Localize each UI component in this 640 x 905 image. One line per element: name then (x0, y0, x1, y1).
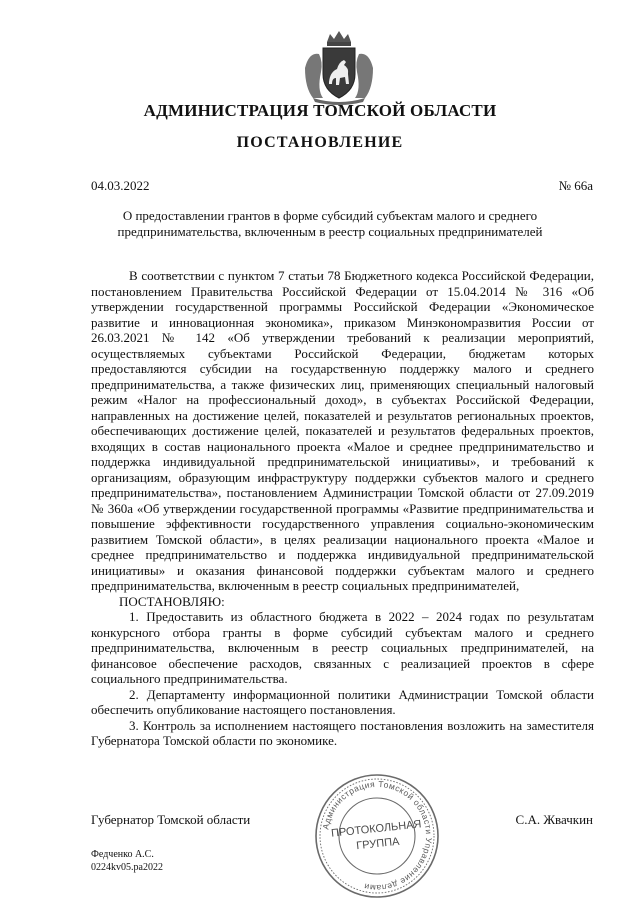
stamp-center-line: ГРУППА (355, 835, 400, 853)
signatory-name: С.А. Жвачкин (515, 812, 593, 827)
document-type-title: ПОСТАНОВЛЕНИЕ (236, 134, 404, 151)
resolution-item: 3. Контроль за исполнением настоящего постановления возложить на заместителя Губернатора Томской области по экономике. (91, 717, 594, 748)
file-reference: 0224kv05.pa2022 (91, 862, 163, 873)
executor-name: Федченко А.С. (91, 849, 154, 860)
resolution-item: 1. Предоставить из областного бюджета в 2022 – 2024 годах по результатам конкурсного отбора гранты в форме субсидий субъектам малого и среднего предпринимательства, включенным в реестр социальных предпринимателей, на финансовое обеспечение расходов, связанных с реализацией проектов в сфере социального предпринимательства. (91, 609, 594, 686)
document-body (91, 268, 594, 749)
stamp-center-line: ПРОТОКОЛЬНАЯ (330, 818, 423, 840)
resolve-heading: ПОСТАНОВЛЯЮ: (119, 593, 225, 609)
round-stamp (313, 772, 441, 900)
resolution-item: 2. Департаменту информационной политики Администрации Томской области обеспечить опубликование настоящего постановления. (91, 686, 594, 717)
document-subject (100, 208, 560, 240)
stamp-ring-text: Администрация Томской области Управление делами (320, 778, 435, 894)
document-number: № 66а (558, 178, 593, 193)
subject-line: О предоставлении грантов в форме субсидий субъектам малого и среднего (122, 208, 538, 223)
coat-of-arms-emblem (299, 28, 379, 106)
signatory-position: Губернатор Томской области (91, 812, 251, 827)
document-date: 04.03.2022 (91, 178, 150, 193)
organization-title: АДМИНИСТРАЦИЯ ТОМСКОЙ ОБЛАСТИ (143, 101, 497, 120)
preamble-paragraph: В соответствии с пунктом 7 статьи 78 Бюджетного кодекса Российской Федерации, постановлением Правительства Российской Федерации от 15.04.2014 № 316 «Об утверждении государственной программы Российской Федерации «Экономическое развитие и инновационная экономика», приказом Минэкономразвития России от 26.03.2021 № 142 «Об утверждении требований к реализации мероприятий, осуществляемых субъектами Российской Федерации, бюджетам которых предоставляются субсидии на государственную поддержку малого и среднего предпринимательства, а также физических лиц, применяющих специальный налоговый режим «Налог на профессиональный доход», в субъектах Российской Федерации, направленных на достижение целей, показателей и результатов региональных проектов, обеспечивающих достижение целей, показателей и результатов федеральных проектов, входящих в состав национального проекта «Малое и среднее предпринимательство и поддержка индивидуальной предпринимательской инициативы», и требований к организациям, образующим инфраструктуру поддержки субъектов малого и среднего предпринимательства», постановлением Администрации Томской области от 27.09.2019 № 360а «Об утверждении государственной программы «Развитие предпринимательства и повышение эффективности государственного управления социально-экономическим развитием Томской области», в целях реализации национального проекта «Малое и среднее предпринимательство и поддержка индивидуальной предпринимательской инициативы» и оказания финансовой поддержки субъектам малого и среднего предпринимательства, включенным в реестр социальных предпринимателей, (91, 268, 594, 593)
subject-line: предпринимательства, включенным в реестр социальных предпринимателей (117, 224, 543, 239)
executor-info (91, 848, 163, 874)
